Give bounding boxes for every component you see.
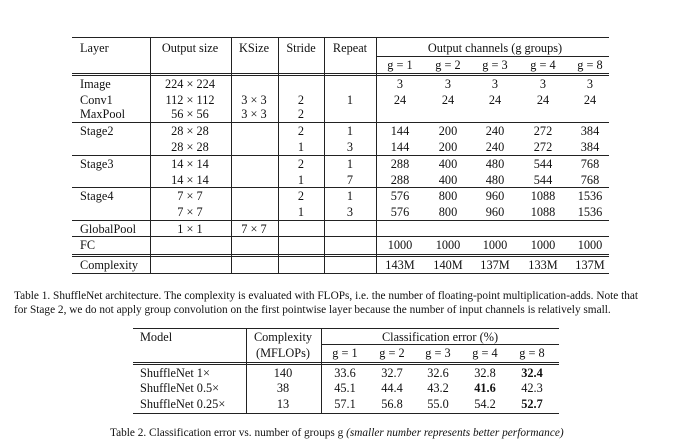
- table2-row-err: 44.4: [381, 381, 403, 395]
- table1-row-layer: Image: [80, 77, 111, 91]
- table1-row-ch: 480: [485, 157, 505, 171]
- table1-row-ch: 1536: [577, 189, 603, 203]
- table1-header-g8: g = 8: [577, 58, 603, 72]
- table2-row-err-best: 52.7: [521, 397, 543, 411]
- table1-row-ch: 137M: [480, 258, 510, 272]
- table1-row-ch: 960: [485, 189, 505, 203]
- table1-row-ch: 3: [586, 77, 594, 91]
- table2-vrule-2: [321, 328, 322, 413]
- table2-row-err: 45.1: [334, 381, 356, 395]
- table1-row-ch: 1000: [577, 238, 603, 252]
- table1-rule-fc: [72, 236, 609, 237]
- table1-row-repeat: 7: [346, 173, 354, 187]
- table2-header-mflops: (MFLOPs): [256, 346, 310, 360]
- table2-bottom-rule: [133, 413, 559, 414]
- table1-row-ch: 1088: [530, 205, 556, 219]
- table1-header-stride: Stride: [286, 41, 316, 55]
- table1-row-ch: 240: [485, 140, 505, 154]
- table2-header-g1: g = 1: [332, 346, 358, 360]
- table1-rule-globalpool: [72, 220, 609, 221]
- table1-row-ch: 288: [390, 157, 410, 171]
- table1-rule-complexity-b: [72, 256, 609, 257]
- table1-row-size: 224 × 224: [165, 77, 215, 91]
- table1-row-layer: Complexity: [80, 258, 139, 272]
- table1-row-ch: 24: [441, 93, 455, 107]
- table1-row-ch: 144: [390, 140, 410, 154]
- table2-row-err: 42.3: [521, 381, 543, 395]
- table2-row-err-best: 32.4: [521, 366, 543, 380]
- table1-row-ch: 24: [536, 93, 550, 107]
- table1-row-ch: 544: [533, 173, 553, 187]
- table2-group-subrule: [321, 344, 559, 345]
- table2-row-err: 43.2: [427, 381, 449, 395]
- table1-header-g3: g = 3: [482, 58, 508, 72]
- table1-row-ch: 800: [438, 189, 458, 203]
- table1-header-layer: Layer: [80, 41, 109, 55]
- table2-row-err: 55.0: [427, 397, 449, 411]
- table2-caption-note: (smaller number represents better performance): [346, 427, 564, 439]
- table1-header-output-size: Output size: [161, 41, 219, 55]
- table1-row-size: 1 × 1: [177, 222, 203, 236]
- table1-row-size: 14 × 14: [171, 173, 209, 187]
- table1-header-repeat: Repeat: [332, 41, 368, 55]
- table2-row-err: 33.6: [334, 366, 356, 380]
- table2-header-g2: g = 2: [379, 346, 405, 360]
- table1-row-ch: 3: [396, 77, 404, 91]
- table1-row-layer: FC: [80, 238, 96, 252]
- table1-row-ch: 1536: [577, 205, 603, 219]
- table2-header-g4: g = 4: [472, 346, 498, 360]
- table1-row-repeat: 1: [346, 93, 354, 107]
- table2-vrule-1: [246, 328, 247, 413]
- table2-row-model: ShuffleNet 1×: [140, 366, 210, 380]
- table1-header-output-channels: Output channels (g groups): [427, 41, 563, 55]
- table1-row-size: 56 × 56: [171, 107, 209, 121]
- table2-row-err: 57.1: [334, 397, 356, 411]
- table1-row-ch: 768: [580, 157, 600, 171]
- table1-row-ch: 1000: [387, 238, 413, 252]
- table1-row-ch: 144: [390, 124, 410, 138]
- table1-row-repeat: 3: [346, 205, 354, 219]
- table1-row-layer: Conv1: [80, 93, 113, 107]
- table2-row-err: 54.2: [474, 397, 496, 411]
- table1-row-ch: 3: [539, 77, 547, 91]
- table1-row-ch: 960: [485, 205, 505, 219]
- table1-row-repeat: 1: [346, 189, 354, 203]
- table2-header-rule-a: [133, 362, 559, 363]
- table2-row-err: 32.8: [474, 366, 496, 380]
- table1-header-g2: g = 2: [435, 58, 461, 72]
- table1-row-stride: 2: [297, 157, 305, 171]
- table1-row-ch: 400: [438, 173, 458, 187]
- table1-row-ch: 384: [580, 124, 600, 138]
- table1-row-size: 28 × 28: [171, 140, 209, 154]
- table1-row-ch: 544: [533, 157, 553, 171]
- table1-row-ch: 768: [580, 173, 600, 187]
- table1-vrule-3: [278, 37, 279, 273]
- table2-row-mflops: 13: [276, 397, 290, 411]
- table1-group-subrule: [376, 56, 609, 57]
- table2-row-err: 32.6: [427, 366, 449, 380]
- table1-header-rule-a: [72, 73, 609, 74]
- table1-row-ch: 24: [488, 93, 502, 107]
- table1-row-size: 7 × 7: [177, 189, 203, 203]
- table1-row-ch: 800: [438, 205, 458, 219]
- table2-caption-main: Table 2. Classification error vs. number of groups g: [110, 427, 344, 439]
- table1-header-g4: g = 4: [530, 58, 556, 72]
- table1-row-ch: 1000: [482, 238, 508, 252]
- table2-row-mflops: 140: [273, 366, 293, 380]
- table1-row-ch: 288: [390, 173, 410, 187]
- table1-rule-stage2: [72, 122, 609, 123]
- table1-row-ch: 1088: [530, 189, 556, 203]
- table1-rule-stage3: [72, 155, 609, 156]
- table1-row-ksize: 3 × 3: [241, 107, 267, 121]
- table1-row-ch: 24: [583, 93, 597, 107]
- table1-row-ksize: 3 × 3: [241, 93, 267, 107]
- table2-caption: [110, 426, 564, 440]
- table1-row-layer: MaxPool: [80, 107, 126, 121]
- table2-row-mflops: 38: [276, 381, 290, 395]
- table1-row-ch: 140M: [433, 258, 463, 272]
- table1-row-stride: 2: [297, 107, 305, 121]
- table1-bottom-rule: [72, 273, 609, 274]
- table2-header-g8: g = 8: [519, 346, 545, 360]
- table1-header-g1: g = 1: [387, 58, 413, 72]
- table1-row-ch: 200: [438, 140, 458, 154]
- table1-row-stride: 1: [297, 173, 305, 187]
- table1-row-layer: Stage3: [80, 157, 114, 171]
- table2-header-complexity: Complexity: [253, 330, 313, 344]
- table1-row-repeat: 1: [346, 157, 354, 171]
- table1-row-layer: Stage2: [80, 124, 114, 138]
- table1-vrule-5: [376, 37, 377, 273]
- table1-header-ksize: KSize: [238, 41, 270, 55]
- table1-row-stride: 2: [297, 93, 305, 107]
- table1-row-stride: 1: [297, 205, 305, 219]
- table1-row-ch: 576: [390, 205, 410, 219]
- table2-header-rule-b: [133, 364, 559, 365]
- table1-row-ch: 133M: [528, 258, 558, 272]
- table1-row-ch: 400: [438, 157, 458, 171]
- table1-row-ch: 272: [533, 124, 553, 138]
- table1-caption-line2: for Stage 2, we do not apply group convolution on the first pointwise layer because the number of input channels is relatively small.: [14, 304, 611, 316]
- table1-row-stride: 2: [297, 189, 305, 203]
- table1-row-size: 112 × 112: [165, 93, 215, 107]
- table1-row-ch: 200: [438, 124, 458, 138]
- table1-row-ch: 3: [491, 77, 499, 91]
- table1-row-ch: 24: [393, 93, 407, 107]
- table1-vrule-1: [150, 37, 151, 273]
- table1-row-ch: 1000: [435, 238, 461, 252]
- table1-row-size: 7 × 7: [177, 205, 203, 219]
- table2-row-err-best: 41.6: [474, 381, 496, 395]
- table2-header-model: Model: [140, 330, 173, 344]
- table2-row-err: 56.8: [381, 397, 403, 411]
- table1-rule-complexity: [72, 254, 609, 255]
- table1-row-stride: 1: [297, 140, 305, 154]
- table1-row-ch: 3: [444, 77, 452, 91]
- table2-row-err: 32.7: [381, 366, 403, 380]
- table1-row-ch: 137M: [575, 258, 605, 272]
- table1-vrule-2: [231, 37, 232, 273]
- table2-top-rule: [133, 328, 559, 329]
- table1-row-size: 28 × 28: [171, 124, 209, 138]
- table1-top-rule: [72, 37, 609, 38]
- table1-row-ksize: 7 × 7: [241, 222, 267, 236]
- table1-header-rule-b: [72, 75, 609, 76]
- table1-row-ch: 576: [390, 189, 410, 203]
- table1-row-ch: 1000: [530, 238, 556, 252]
- table1-row-ch: 480: [485, 173, 505, 187]
- table1-row-repeat: 3: [346, 140, 354, 154]
- table2-row-model: ShuffleNet 0.5×: [140, 381, 220, 395]
- table1-row-layer: GlobalPool: [80, 222, 137, 236]
- table1-vrule-4: [324, 37, 325, 273]
- table2-row-model: ShuffleNet 0.25×: [140, 397, 226, 411]
- table1-row-ch: 240: [485, 124, 505, 138]
- table1-row-ch: 143M: [385, 258, 415, 272]
- table2-header-classification-error: Classification error (%): [381, 330, 499, 344]
- table1-row-layer: Stage4: [80, 189, 114, 203]
- table1-row-ch: 384: [580, 140, 600, 154]
- table1-row-size: 14 × 14: [171, 157, 209, 171]
- table1-row-stride: 2: [297, 124, 305, 138]
- table1-row-repeat: 1: [346, 124, 354, 138]
- table1-rule-stage4: [72, 187, 609, 188]
- table1-caption-line1: Table 1. ShuffleNet architecture. The complexity is evaluated with FLOPs, i.e. the number of floating-point multiplication-adds. Note that: [14, 290, 639, 302]
- table2-header-g3: g = 3: [425, 346, 451, 360]
- table1-row-ch: 272: [533, 140, 553, 154]
